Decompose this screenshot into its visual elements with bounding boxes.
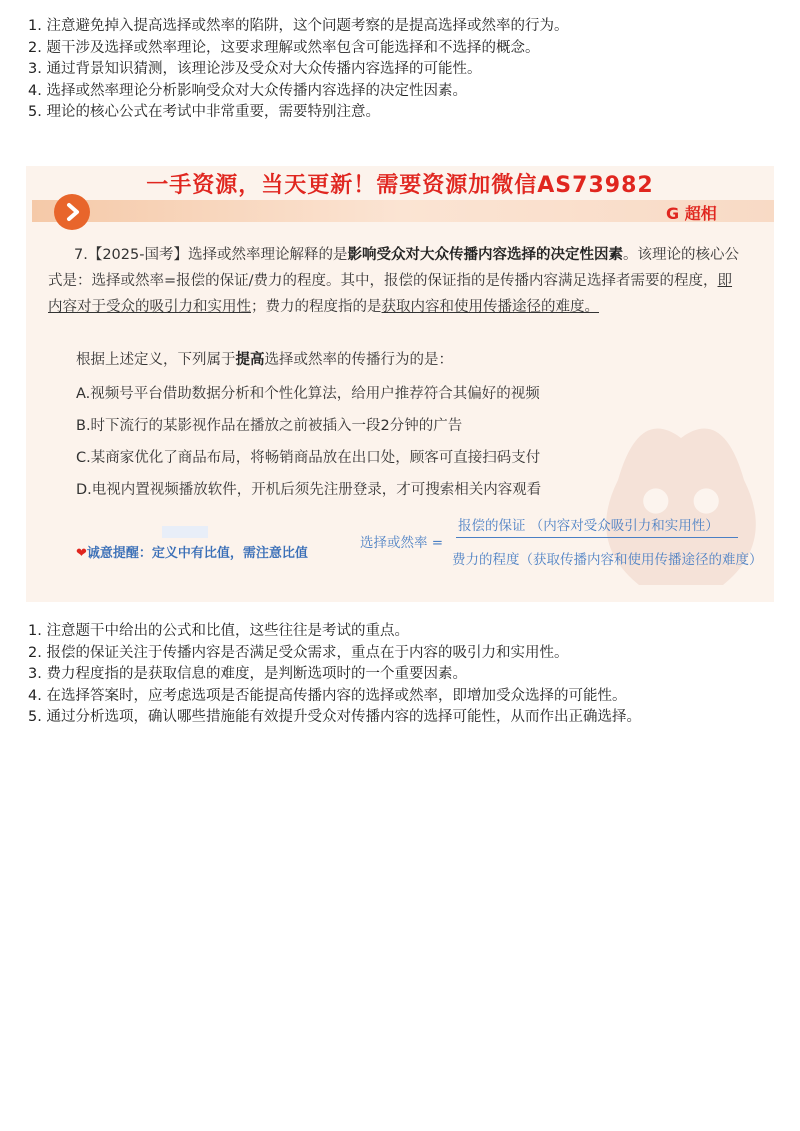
list-item: 4. 在选择答案时，应考虑选项是否能提高传播内容的选择或然率，即增加受众选择的可能性。 bbox=[28, 687, 627, 704]
brand-mark-icon: G bbox=[666, 204, 680, 223]
header-bar bbox=[32, 200, 774, 222]
list-item: 2. 报偿的保证关注于传播内容是否满足受众需求，重点在于内容的吸引力和实用性。 bbox=[28, 644, 569, 661]
list-item: 1. 注意题干中给出的公式和比值，这些往往是考试的重点。 bbox=[28, 623, 409, 639]
list-item: 4. 选择或然率理论分析影响受众对大众传播内容选择的决定性因素。 bbox=[28, 82, 467, 99]
list-item: 5. 理论的核心公式在考试中非常重要，需要特别注意。 bbox=[28, 104, 380, 120]
formula-denominator: 费力的程度（获取传播内容和使用传播途径的难度） bbox=[452, 552, 763, 568]
chevron-right-icon bbox=[54, 194, 90, 230]
list-item: 5. 通过分析选项，确认哪些措施能有效提升受众对传播内容的选择可能性，从而作出正确选择。 bbox=[28, 709, 641, 725]
faint-mark bbox=[162, 526, 208, 538]
arrow-badge bbox=[54, 194, 90, 230]
question-underline: 即内容对于受众的吸引力和实用性 bbox=[48, 273, 733, 315]
option-b: B.时下流行的某影视作品在播放之前被插入一段2分钟的广告 bbox=[76, 418, 463, 434]
notes-list-top bbox=[28, 16, 788, 124]
heart-icon: ❤ bbox=[76, 546, 87, 561]
formula-numerator: 报偿的保证 （内容对受众吸引力和实用性） bbox=[458, 518, 719, 534]
question-highlight: 影响受众对大众传播内容选择的决定性因素 bbox=[347, 247, 623, 263]
option-d: D.电视内置视频播放软件，开机后须先注册登录，才可搜索相关内容观看 bbox=[76, 482, 542, 498]
prompt-text: 根据上述定义，下列属于 bbox=[76, 352, 236, 368]
banner-title: 一手资源，当天更新！需要资源加微信AS73982 bbox=[146, 173, 654, 198]
prompt-keyword: 提高 bbox=[235, 352, 265, 368]
option-a: A.视频号平台借助数据分析和个性化算法，给用户推荐符合其偏好的视频 bbox=[76, 386, 540, 402]
question-text: 7.【2025-国考】选择或然率理论解释的是 bbox=[74, 247, 348, 263]
question-image bbox=[26, 166, 774, 602]
brand-name: 超相 bbox=[684, 204, 717, 223]
reminder-text: 定义中有比值，需注意比值 bbox=[151, 546, 308, 561]
list-item: 2. 题干涉及选择或然率理论，这要求理解或然率包含可能选择和不选择的概念。 bbox=[28, 39, 540, 56]
notes-list-bottom bbox=[28, 621, 788, 729]
prompt-text: 选择或然率的传播行为的是： bbox=[264, 352, 453, 368]
question-text: 。该理论的核心公式是：选择或然率=报偿的保证/费力的程度。其中，报偿的保证指的是传播内容满足选择者需要的程度， bbox=[48, 247, 739, 289]
reminder-label: 诚意提醒： bbox=[86, 546, 152, 561]
list-item: 3. 通过背景知识猜测，该理论涉及受众对大众传播内容选择的可能性。 bbox=[28, 61, 482, 77]
list-item: 3. 费力程度指的是获取信息的难度，是判断选项时的一个重要因素。 bbox=[28, 666, 467, 682]
question-text: ；费力的程度指的是 bbox=[251, 299, 382, 315]
question-prompt bbox=[76, 348, 453, 369]
option-c: C.某商家优化了商品布局，将畅销商品放在出口处，顾客可直接扫码支付 bbox=[76, 450, 541, 466]
question-underline: 获取内容和使用传播途径的难度。 bbox=[381, 299, 599, 315]
fraction-line bbox=[456, 537, 738, 538]
formula-lhs: 选择或然率 = bbox=[360, 535, 444, 551]
reminder-note bbox=[76, 542, 308, 561]
question-stem bbox=[48, 242, 746, 320]
mascot-watermark-icon bbox=[576, 396, 774, 602]
brand-logo bbox=[666, 201, 717, 224]
list-item: 1. 注意避免掉入提高选择或然率的陷阱，这个问题考察的是提高选择或然率的行为。 bbox=[28, 18, 569, 34]
